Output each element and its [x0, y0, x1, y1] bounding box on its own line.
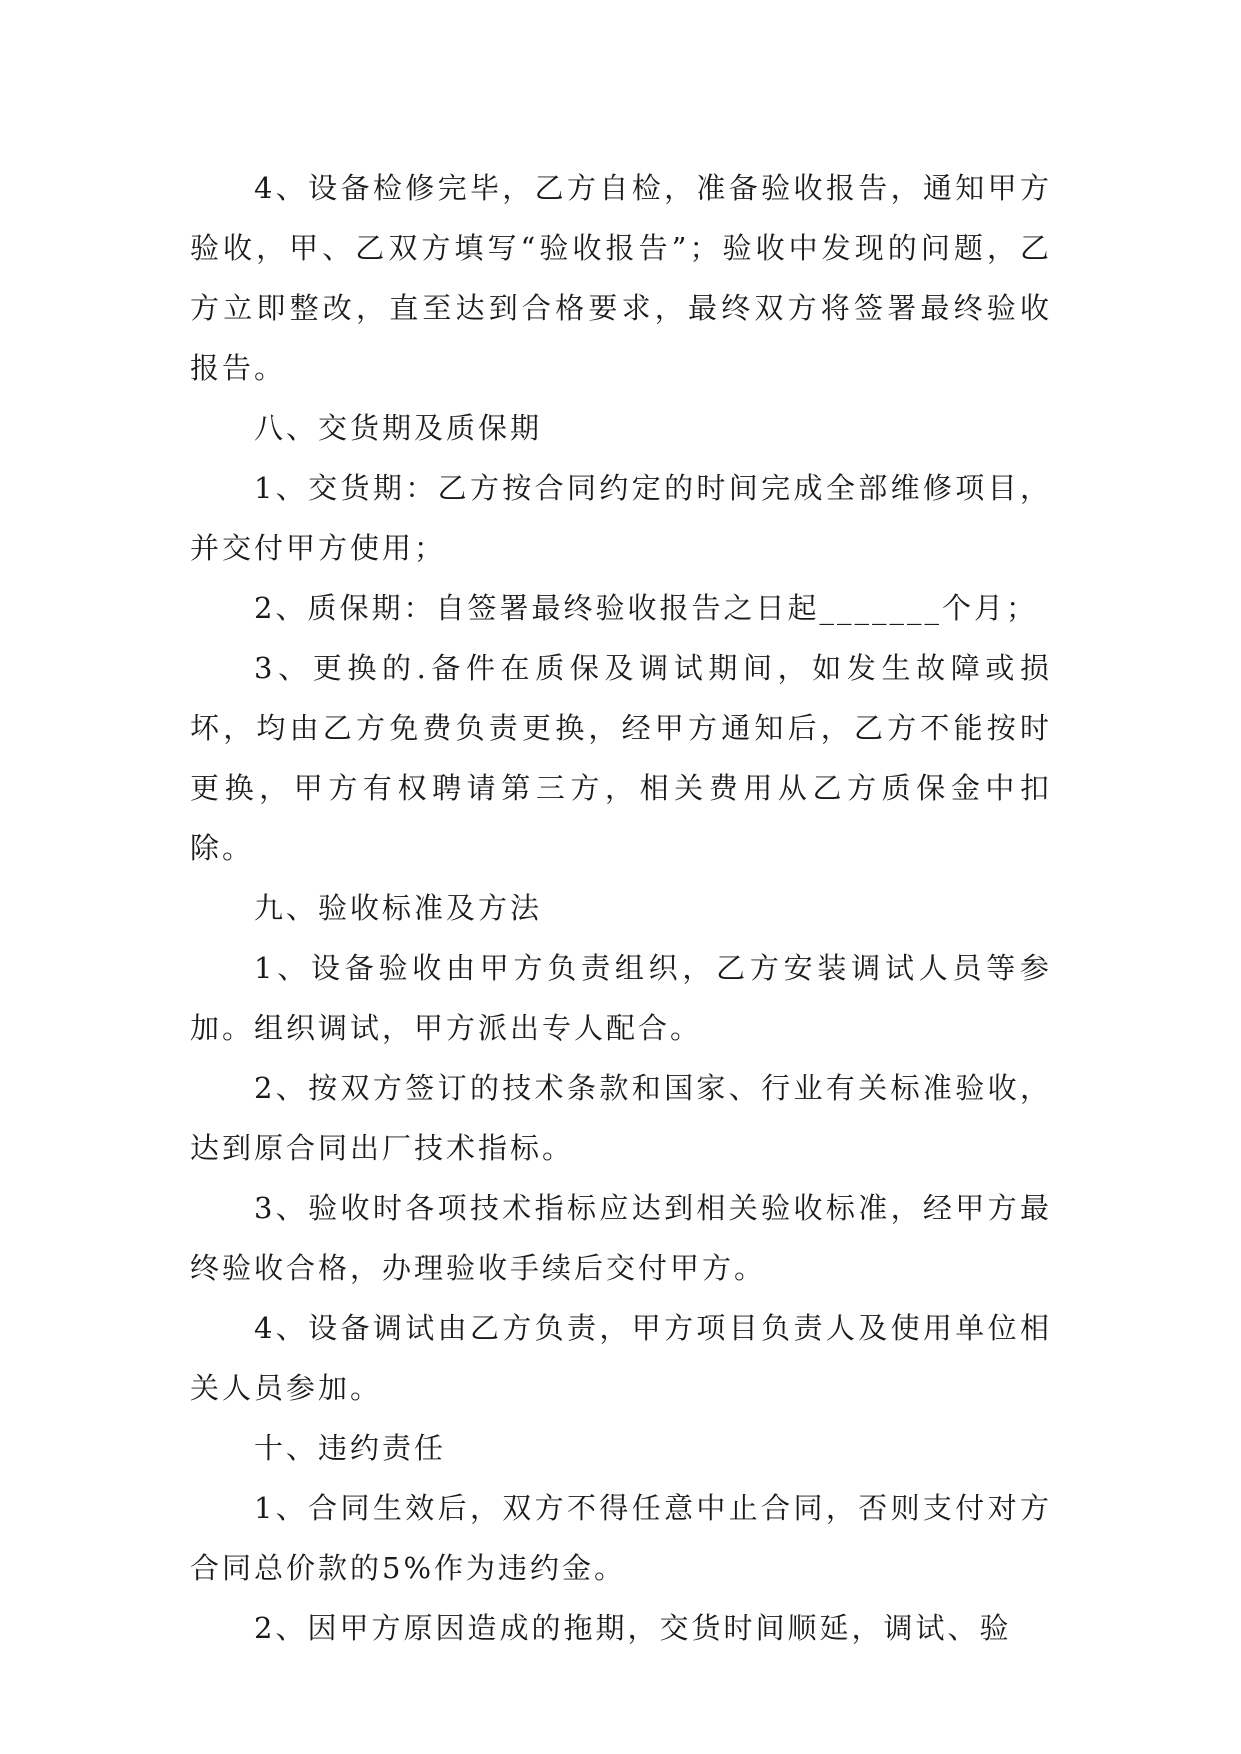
paragraph-acceptance-item-4: 4、设备检修完毕，乙方自检，准备验收报告，通知甲方验收，甲、乙双方填写“验收报告”；验收中发现的问题，乙方立即整改，直至达到合格要求，最终双方将签署最终验收报告。	[190, 171, 1052, 385]
paragraph-breach-penalty: 1、合同生效后，双方不得任意中止合同，否则支付对方合同总价款的5%作为违约金。	[190, 1491, 1052, 1585]
section-heading-acceptance-standards: 九、验收标准及方法	[254, 891, 543, 925]
document-body	[190, 158, 1052, 1658]
paragraph-delay-by-party-a: 2、因甲方原因造成的拖期，交货时间顺延，调试、验	[254, 1611, 1012, 1645]
paragraph-acceptance-technical-terms: 2、按双方签订的技术条款和国家、行业有关标准验收，达到原合同出厂技术指标。	[190, 1071, 1052, 1165]
section-heading-breach-liability: 十、违约责任	[254, 1431, 447, 1465]
paragraph-warranty-period: 2、质保期：自签署最终验收报告之日起_______个月；	[254, 591, 1038, 625]
section-heading-delivery-warranty: 八、交货期及质保期	[254, 411, 543, 445]
paragraph-acceptance-organization: 1、设备验收由甲方负责组织，乙方安装调试人员等参加。组织调试，甲方派出专人配合。	[190, 951, 1052, 1045]
paragraph-acceptance-final: 3、验收时各项技术指标应达到相关验收标准，经甲方最终验收合格，办理验收手续后交付甲方。	[190, 1191, 1052, 1285]
paragraph-delivery-period: 1、交货期：乙方按合同约定的时间完成全部维修项目，并交付甲方使用；	[190, 471, 1052, 565]
paragraph-commissioning: 4、设备调试由乙方负责，甲方项目负责人及使用单位相关人员参加。	[190, 1311, 1052, 1405]
paragraph-spare-parts-replacement: 3、更换的.备件在质保及调试期间，如发生故障或损坏，均由乙方免费负责更换，经甲方通知后，乙方不能按时更换，甲方有权聘请第三方，相关费用从乙方质保金中扣除。	[190, 651, 1052, 865]
